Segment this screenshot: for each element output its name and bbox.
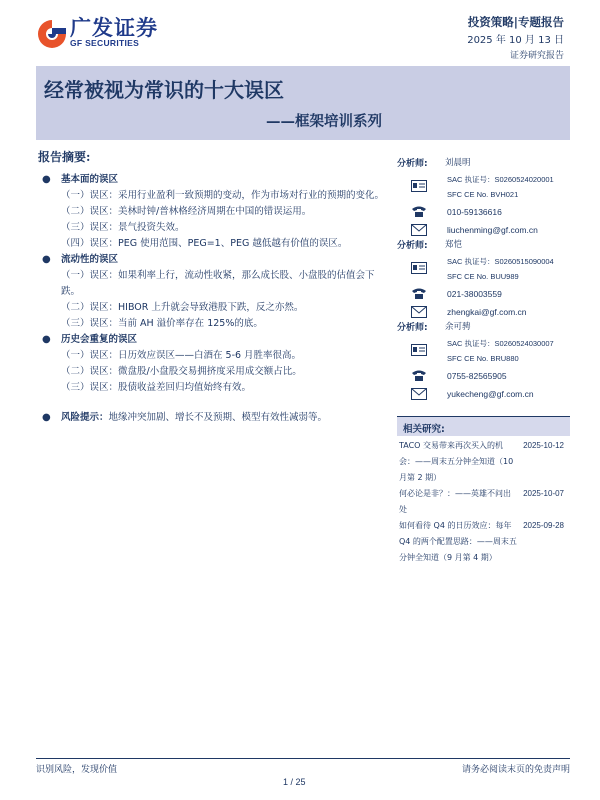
- id-card-icon: [411, 180, 427, 192]
- analyst-name: 刘晨明: [445, 158, 471, 168]
- analyst-sfc: SFC CE No. BVH021: [447, 190, 519, 199]
- id-card-icon: [411, 262, 427, 274]
- page-title: 经常被视为常识的十大误区: [44, 78, 284, 102]
- summary-section: [40, 332, 388, 348]
- summary-item: （一）误区：日历效应误区——白酒在 5-6 月胜率很高。: [61, 350, 302, 361]
- analyst-name: 余可骋: [445, 322, 471, 332]
- section-title: 基本面的误区: [61, 174, 119, 185]
- related-research: [397, 416, 570, 566]
- related-date: 2025-10-07: [523, 489, 564, 498]
- risk-text: 地缘冲突加剧、增长不及预期、模型有效性减弱等。: [108, 412, 328, 423]
- summary-item: （二）误区：美林时钟/普林格经济周期在中国的错误运用。: [61, 206, 312, 217]
- related-item[interactable]: [397, 438, 570, 486]
- related-date: 2025-10-12: [523, 441, 564, 450]
- report-date: 2025 年 10 月 13 日: [467, 35, 564, 46]
- analyst-sfc: SFC CE No. BRU880: [447, 354, 519, 363]
- summary-item: （一）误区：采用行业盈利一致预期的变动，作为市场对行业的预期的变化。: [61, 190, 385, 201]
- summary-item: （二）误区：微盘股/小盘股交易拥挤度采用成交额占比。: [61, 366, 302, 377]
- report-dept: 证券研究报告: [509, 51, 564, 61]
- analyst-email[interactable]: zhengkai@gf.com.cn: [447, 307, 527, 317]
- report-type: 投资策略|专题报告: [467, 15, 564, 29]
- summary-body: [40, 172, 388, 426]
- phone-icon: [411, 206, 427, 218]
- title-band: [36, 66, 570, 140]
- risk-warning: [40, 410, 388, 426]
- section-title: 历史会重复的误区: [61, 334, 138, 345]
- summary-heading: 报告摘要:: [38, 150, 91, 164]
- related-date: 2025-09-28: [523, 521, 564, 530]
- summary-item: （三）误区：当前 AH 溢价率存在 125%的底。: [61, 318, 263, 329]
- analyst-email[interactable]: yukecheng@gf.com.cn: [447, 389, 534, 399]
- related-heading: 相关研究:: [397, 416, 570, 436]
- logo-en-text: GF SECURITIES: [70, 38, 140, 48]
- page-number: 1 / 25: [283, 777, 306, 787]
- bullet-icon: ●: [42, 174, 51, 185]
- footer-slogan: 识别风险，发现价值: [36, 765, 118, 775]
- analyst-label: 分析师:: [397, 323, 428, 333]
- footer-disclaimer: 请务必阅读末页的免责声明: [461, 765, 570, 775]
- related-title[interactable]: 如何看待 Q4 的日历效应：每年 Q4 的两个配置思路：——周末五分钟全知道（9 月第 4 期）: [399, 521, 517, 562]
- summary-section: [40, 172, 388, 188]
- email-icon: [411, 388, 427, 400]
- logo-cn-text: 广发证券: [70, 16, 158, 40]
- footer-divider: [36, 758, 570, 759]
- bullet-icon: ●: [42, 254, 51, 265]
- analyst-label: 分析师:: [397, 159, 428, 169]
- phone-icon: [411, 370, 427, 382]
- analyst-sac: SAC 执证号：S0260524030007: [447, 339, 554, 348]
- related-item[interactable]: [397, 518, 570, 566]
- analyst-sac: SAC 执证号：S0260515090004: [447, 257, 554, 266]
- section-title: 流动性的误区: [61, 254, 119, 265]
- summary-item: （三）误区：股债收益差回归均值始终有效。: [61, 382, 252, 393]
- email-icon: [411, 224, 427, 236]
- gf-logo-icon: [36, 18, 68, 50]
- related-title[interactable]: TACO 交易带来再次买入的机会：——周末五分钟全知道（10 月第 2 期）: [399, 441, 514, 482]
- analyst-phone: 010-59136616: [447, 207, 502, 217]
- summary-item: （一）误区：如果利率上行，流动性收紧，那么成长股、小盘股的估值会下跌。: [61, 270, 375, 297]
- analyst-sfc: SFC CE No. BUU989: [447, 272, 519, 281]
- email-icon: [411, 306, 427, 318]
- related-title[interactable]: 何必论是非？：——英雄不问出处: [399, 489, 511, 514]
- analyst-sac: SAC 执证号：S0260524020001: [447, 175, 554, 184]
- analyst-name: 郑恺: [445, 240, 463, 250]
- summary-item: （二）误区：HIBOR 上升就会导致港股下跌，反之亦然。: [61, 302, 304, 313]
- summary-section: [40, 252, 388, 268]
- bullet-icon: ●: [42, 334, 51, 345]
- analyst-phone: 0755-82565905: [447, 371, 507, 381]
- risk-label: 风险提示：: [61, 412, 109, 423]
- analyst-phone: 021-38003559: [447, 289, 502, 299]
- page-subtitle: ——框架培训系列: [266, 113, 382, 130]
- bullet-icon: ●: [42, 412, 51, 423]
- id-card-icon: [411, 344, 427, 356]
- analyst-email[interactable]: liuchenming@gf.com.cn: [447, 225, 538, 235]
- summary-item: （四）误区：PEG 使用范围、PEG=1、PEG 越低越有价值的误区。: [61, 238, 348, 249]
- related-item[interactable]: [397, 486, 570, 518]
- phone-icon: [411, 288, 427, 300]
- analyst-label: 分析师:: [397, 241, 428, 251]
- summary-item: （三）误区：景气投资失效。: [61, 222, 185, 233]
